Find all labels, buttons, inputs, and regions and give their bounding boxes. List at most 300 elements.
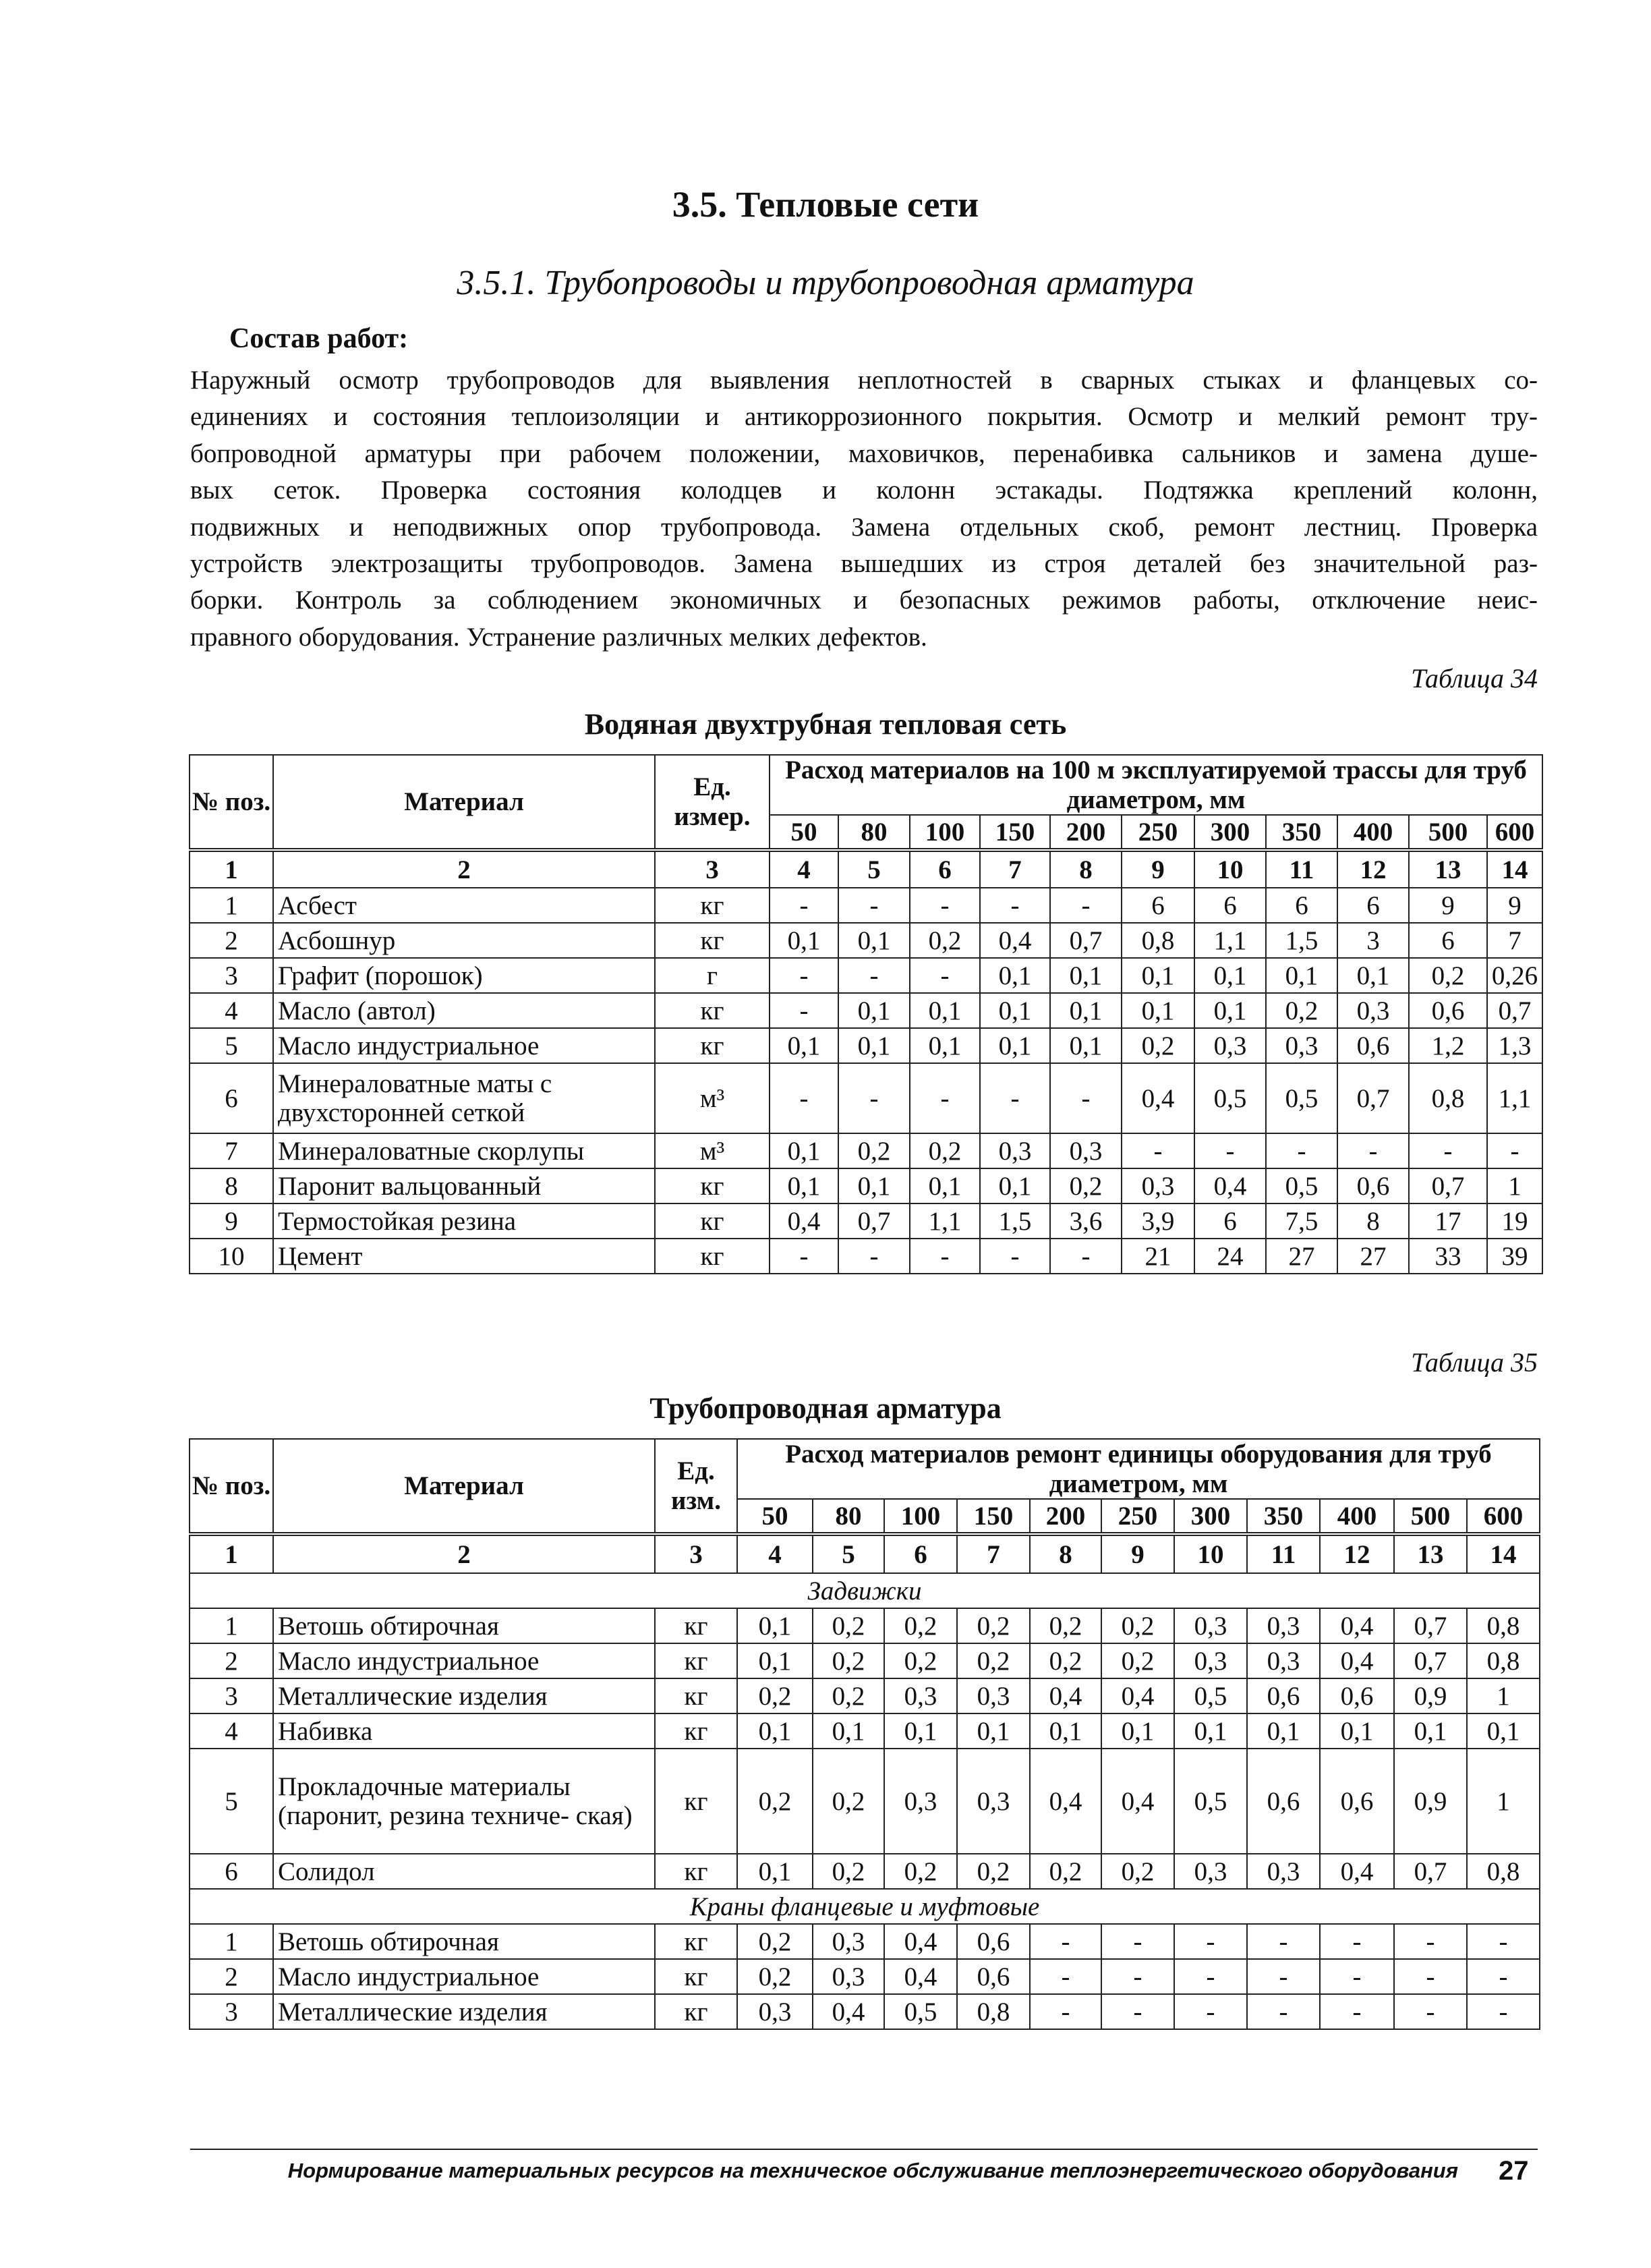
row-value: 0,1 — [813, 1713, 884, 1749]
row-value: 0,7 — [838, 1203, 910, 1239]
row-unit: кг — [655, 1203, 770, 1239]
row-value: 0,7 — [1394, 1854, 1467, 1889]
header-cell: 600 — [1467, 1499, 1540, 1534]
table-row — [190, 1608, 1540, 1643]
header-cell: 4 — [737, 1534, 813, 1573]
row-value: - — [770, 1063, 838, 1133]
row-value: 0,2 — [813, 1854, 884, 1889]
row-value: - — [770, 958, 838, 993]
row-value: - — [1050, 888, 1122, 923]
table-row — [190, 993, 1542, 1028]
header-cell: 80 — [838, 815, 910, 850]
header-cell: 350 — [1247, 1499, 1320, 1534]
row-value: 0,2 — [884, 1608, 957, 1643]
row-value: 0,1 — [838, 923, 910, 958]
row-value: - — [910, 958, 980, 993]
row-value: 0,2 — [1030, 1643, 1101, 1678]
header-consumption-group: Расход материалов на 100 м эксплуатируемой трассы для труб диаметром, мм — [770, 755, 1542, 815]
row-value: - — [1122, 1133, 1194, 1168]
row-pos: 1 — [190, 1924, 273, 1959]
row-value: 0,9 — [1394, 1678, 1467, 1713]
row-material: Минераловатные маты с двухсторонней сеткой — [273, 1063, 655, 1133]
header-cell: 8 — [1050, 850, 1122, 888]
row-value: - — [1030, 1924, 1101, 1959]
row-value: - — [770, 1239, 838, 1274]
header-cell: 7 — [980, 850, 1050, 888]
header-cell: 200 — [1050, 815, 1122, 850]
row-value: 0,9 — [1394, 1749, 1467, 1854]
row-value: - — [1394, 1959, 1467, 1994]
row-value: - — [910, 888, 980, 923]
row-value: - — [980, 888, 1050, 923]
row-value: 0,2 — [1101, 1643, 1174, 1678]
row-value: 9 — [1487, 888, 1542, 923]
row-value: 0,1 — [1247, 1713, 1320, 1749]
table-row — [190, 1203, 1542, 1239]
row-value: 0,5 — [1266, 1168, 1337, 1203]
row-material: Термостойкая резина — [273, 1203, 655, 1239]
row-material: Графит (порошок) — [273, 958, 655, 993]
row-value: 0,2 — [737, 1678, 813, 1713]
row-value: 0,4 — [1320, 1608, 1394, 1643]
row-value: 0,5 — [1174, 1678, 1247, 1713]
row-value: 0,2 — [1101, 1854, 1174, 1889]
row-value: 0,1 — [980, 1028, 1050, 1063]
row-unit: м³ — [655, 1133, 770, 1168]
row-value: 21 — [1122, 1239, 1194, 1274]
row-value: 0,4 — [884, 1959, 957, 1994]
row-value: 0,8 — [1122, 923, 1194, 958]
row-value: 0,3 — [1247, 1854, 1320, 1889]
header-pos: № поз. — [190, 755, 273, 850]
header-cell: 10 — [1174, 1534, 1247, 1573]
header-cell: 200 — [1030, 1499, 1101, 1534]
row-value: 0,2 — [910, 923, 980, 958]
row-value: 0,2 — [737, 1924, 813, 1959]
row-value: - — [1050, 1239, 1122, 1274]
row-value: 0,4 — [813, 1994, 884, 2029]
row-value: - — [770, 993, 838, 1028]
row-value: - — [1174, 1959, 1247, 1994]
row-unit: кг — [655, 1713, 737, 1749]
row-unit: кг — [655, 1994, 737, 2029]
header-unit: Ед. изм. — [655, 1439, 737, 1534]
row-material: Ветошь обтирочная — [273, 1608, 655, 1643]
paragraph-line: правного оборудования. Устранение различных мелких дефектов. — [190, 622, 927, 652]
header-cell: 6 — [884, 1534, 957, 1573]
row-value: 6 — [1409, 923, 1487, 958]
row-value: 0,4 — [1030, 1749, 1101, 1854]
row-value: - — [838, 958, 910, 993]
row-pos: 8 — [190, 1168, 273, 1203]
row-value: 0,1 — [884, 1713, 957, 1749]
row-value: - — [770, 888, 838, 923]
row-value: 6 — [1266, 888, 1337, 923]
header-cell: 400 — [1320, 1499, 1394, 1534]
work-description-paragraph — [190, 362, 1538, 656]
header-cell: 300 — [1194, 815, 1266, 850]
row-pos: 2 — [190, 1643, 273, 1678]
row-unit: г — [655, 958, 770, 993]
row-pos: 4 — [190, 1713, 273, 1749]
row-pos: 7 — [190, 1133, 273, 1168]
header-cell: 10 — [1194, 850, 1266, 888]
row-value: 0,6 — [957, 1924, 1030, 1959]
row-value: - — [1467, 1959, 1540, 1994]
row-unit: кг — [655, 1678, 737, 1713]
row-value: - — [1394, 1994, 1467, 2029]
paragraph-line: единениях и состояния теплоизоляции и антикоррозионного покрытия. Осмотр и мелкий ремонт тру- — [190, 402, 1538, 432]
row-value: 3,9 — [1122, 1203, 1194, 1239]
row-material: Минераловатные скорлупы — [273, 1133, 655, 1168]
row-value: 7,5 — [1266, 1203, 1337, 1239]
row-value: 0,3 — [884, 1749, 957, 1854]
row-value: - — [1247, 1959, 1320, 1994]
header-pos: № поз. — [190, 1439, 273, 1534]
row-material: Цемент — [273, 1239, 655, 1274]
row-value: 0,2 — [884, 1643, 957, 1678]
row-value: 0,1 — [1320, 1713, 1394, 1749]
row-value: - — [1101, 1959, 1174, 1994]
row-value: 1,5 — [980, 1203, 1050, 1239]
header-cell: 13 — [1394, 1534, 1467, 1573]
row-material: Металлические изделия — [273, 1994, 655, 2029]
row-value: 6 — [1337, 888, 1409, 923]
header-unit: Ед. измер. — [655, 755, 770, 850]
row-value: 19 — [1487, 1203, 1542, 1239]
row-value: 6 — [1122, 888, 1194, 923]
row-value: 0,8 — [957, 1994, 1030, 2029]
row-value: 7 — [1487, 923, 1542, 958]
row-value: 0,1 — [737, 1608, 813, 1643]
row-value: 0,1 — [1337, 958, 1409, 993]
row-material: Масло индустриальное — [273, 1643, 655, 1678]
row-material: Паронит вальцованный — [273, 1168, 655, 1203]
table-row — [190, 923, 1542, 958]
row-value: 0,3 — [1174, 1854, 1247, 1889]
row-value: 0,4 — [770, 1203, 838, 1239]
row-value: - — [838, 1063, 910, 1133]
header-cell: 9 — [1122, 850, 1194, 888]
row-value: 0,3 — [1174, 1643, 1247, 1678]
row-value: 0,2 — [957, 1643, 1030, 1678]
paragraph-line: вых сеток. Проверка состояния колодцев и колонн эстакады. Подтяжка креплений колонн, — [190, 476, 1538, 505]
row-value: 0,2 — [813, 1643, 884, 1678]
table-row — [190, 1713, 1540, 1749]
row-value: 33 — [1409, 1239, 1487, 1274]
row-value: 0,4 — [1122, 1063, 1194, 1133]
header-cell: 11 — [1247, 1534, 1320, 1573]
row-value: 0,1 — [737, 1713, 813, 1749]
header-cell: 8 — [1030, 1534, 1101, 1573]
row-value: 27 — [1266, 1239, 1337, 1274]
header-cell: 5 — [838, 850, 910, 888]
row-value: - — [1030, 1959, 1101, 1994]
row-value: 0,2 — [1122, 1028, 1194, 1063]
row-value: 1,2 — [1409, 1028, 1487, 1063]
table-row — [190, 1168, 1542, 1203]
row-unit: м³ — [655, 1063, 770, 1133]
row-value: 0,1 — [838, 1028, 910, 1063]
section-title: 3.5. Тепловые сети — [672, 184, 979, 225]
row-unit: кг — [655, 1168, 770, 1203]
table-35 — [189, 1438, 1540, 2030]
header-consumption-group: Расход материалов ремонт единицы оборудования для труб диаметром, мм — [737, 1439, 1540, 1499]
row-value: 0,3 — [813, 1924, 884, 1959]
row-value: - — [1337, 1133, 1409, 1168]
row-pos: 10 — [190, 1239, 273, 1274]
table-row — [190, 1239, 1542, 1274]
row-value: - — [1394, 1924, 1467, 1959]
row-value: 0,7 — [1394, 1643, 1467, 1678]
paragraph-line: Наружный осмотр трубопроводов для выявления неплотностей в сварных стыках и фланцевых со- — [190, 366, 1538, 395]
row-value: 0,2 — [838, 1133, 910, 1168]
row-value: 9 — [1409, 888, 1487, 923]
header-cell: 500 — [1409, 815, 1487, 850]
row-unit: кг — [655, 1924, 737, 1959]
row-pos: 1 — [190, 1608, 273, 1643]
header-cell: 50 — [770, 815, 838, 850]
row-value: 0,3 — [1122, 1168, 1194, 1203]
row-value: 0,26 — [1487, 958, 1542, 993]
row-value: 0,6 — [957, 1959, 1030, 1994]
row-value: 1,1 — [1194, 923, 1266, 958]
table-34 — [189, 754, 1543, 1274]
row-value: - — [1174, 1994, 1247, 2029]
row-value: - — [980, 1239, 1050, 1274]
row-value: 1,3 — [1487, 1028, 1542, 1063]
row-material: Прокладочные материалы (паронит, резина техниче- ская) — [273, 1749, 655, 1854]
table-row — [190, 1994, 1540, 2029]
row-value: 0,2 — [884, 1854, 957, 1889]
header-cell: 250 — [1101, 1499, 1174, 1534]
row-value: 0,2 — [910, 1133, 980, 1168]
row-material: Металлические изделия — [273, 1678, 655, 1713]
header-cell: 400 — [1337, 815, 1409, 850]
table-row — [190, 1749, 1540, 1854]
row-value: - — [1467, 1994, 1540, 2029]
header-cell: 11 — [1266, 850, 1337, 888]
row-value: 0,1 — [1174, 1713, 1247, 1749]
table-row — [190, 958, 1542, 993]
row-material: Асбест — [273, 888, 655, 923]
row-value: 0,6 — [1320, 1749, 1394, 1854]
row-value: 0,1 — [1122, 958, 1194, 993]
row-value: 0,2 — [1409, 958, 1487, 993]
row-value: 0,7 — [1050, 923, 1122, 958]
row-value: 0,1 — [1050, 1028, 1122, 1063]
header-cell: 80 — [813, 1499, 884, 1534]
row-value: - — [838, 888, 910, 923]
row-value: - — [910, 1063, 980, 1133]
row-value: 0,3 — [1247, 1643, 1320, 1678]
row-value: 0,2 — [813, 1608, 884, 1643]
header-cell: 12 — [1320, 1534, 1394, 1573]
row-value: 0,3 — [1337, 993, 1409, 1028]
header-cell: 1 — [190, 850, 273, 888]
row-value: 0,6 — [1320, 1678, 1394, 1713]
row-value: 0,3 — [813, 1959, 884, 1994]
row-material: Солидол — [273, 1854, 655, 1889]
row-value: 0,4 — [1101, 1678, 1174, 1713]
row-value: 1 — [1467, 1749, 1540, 1854]
row-value: 0,5 — [1266, 1063, 1337, 1133]
header-cell: 2 — [273, 850, 655, 888]
row-value: 0,1 — [737, 1854, 813, 1889]
row-value: 0,1 — [1030, 1713, 1101, 1749]
row-value: 0,8 — [1467, 1854, 1540, 1889]
header-cell: 3 — [655, 1534, 737, 1573]
row-value: 0,3 — [957, 1749, 1030, 1854]
header-cell: 600 — [1487, 815, 1542, 850]
header-cell: 5 — [813, 1534, 884, 1573]
row-material: Ветошь обтирочная — [273, 1924, 655, 1959]
row-value: 0,6 — [1247, 1678, 1320, 1713]
row-pos: 1 — [190, 888, 273, 923]
row-value: 0,1 — [910, 1028, 980, 1063]
row-value: - — [1174, 1924, 1247, 1959]
row-pos: 3 — [190, 1678, 273, 1713]
row-material: Набивка — [273, 1713, 655, 1749]
row-value: 0,2 — [813, 1678, 884, 1713]
row-value: 0,1 — [1122, 993, 1194, 1028]
row-value: 17 — [1409, 1203, 1487, 1239]
row-value: 0,8 — [1467, 1643, 1540, 1678]
table-row — [190, 1678, 1540, 1713]
row-value: 0,1 — [1050, 993, 1122, 1028]
row-unit: кг — [655, 1608, 737, 1643]
row-value: 0,6 — [1337, 1168, 1409, 1203]
header-cell: 7 — [957, 1534, 1030, 1573]
row-value: 39 — [1487, 1239, 1542, 1274]
row-pos: 3 — [190, 1994, 273, 2029]
header-cell: 14 — [1467, 1534, 1540, 1573]
row-value: 0,8 — [1467, 1608, 1540, 1643]
header-cell: 100 — [910, 815, 980, 850]
paragraph-line: подвижных и неподвижных опор трубопровода. Замена отдельных скоб, ремонт лестниц. Проверка — [190, 512, 1538, 542]
row-value: 0,2 — [1030, 1854, 1101, 1889]
row-value: - — [1487, 1133, 1542, 1168]
row-unit: кг — [655, 1854, 737, 1889]
table-row — [190, 1924, 1540, 1959]
row-value: 3,6 — [1050, 1203, 1122, 1239]
row-value: - — [1320, 1924, 1394, 1959]
table-row — [190, 1854, 1540, 1889]
row-value: 0,1 — [1266, 958, 1337, 993]
paragraph-line: устройств электрозащиты трубопроводов. Замена вышедших из строя деталей без значительной раз- — [190, 548, 1538, 578]
row-value: - — [1320, 1994, 1394, 2029]
row-unit: кг — [655, 888, 770, 923]
row-value: - — [1409, 1133, 1487, 1168]
table-row — [190, 1133, 1542, 1168]
section-valves: Задвижки — [190, 1573, 1540, 1608]
row-value: 0,7 — [1487, 993, 1542, 1028]
row-value: 0,1 — [910, 993, 980, 1028]
header-cell: 100 — [884, 1499, 957, 1534]
row-value: 0,5 — [1174, 1749, 1247, 1854]
table-35-title: Трубопроводная арматура — [649, 1392, 1002, 1425]
row-value: 0,1 — [770, 1133, 838, 1168]
row-value: 0,3 — [980, 1133, 1050, 1168]
header-material: Материал — [273, 1439, 655, 1534]
row-value: 0,6 — [1247, 1749, 1320, 1854]
row-value: - — [1247, 1994, 1320, 2029]
row-value: - — [1050, 1063, 1122, 1133]
row-value: 0,1 — [1194, 993, 1266, 1028]
row-value: 1,1 — [1487, 1063, 1542, 1133]
row-value: - — [1030, 1994, 1101, 2029]
row-value: 0,3 — [957, 1678, 1030, 1713]
footer-title: Нормирование материальных ресурсов на техническое обслуживание теплоэнергетического оборудования — [287, 2159, 1458, 2182]
section-cocks: Краны фланцевые и муфтовые — [190, 1889, 1540, 1924]
header-cell: 14 — [1487, 850, 1542, 888]
row-value: - — [838, 1239, 910, 1274]
header-cell: 9 — [1101, 1534, 1174, 1573]
row-pos: 2 — [190, 923, 273, 958]
row-value: 0,2 — [1030, 1608, 1101, 1643]
header-cell: 350 — [1266, 815, 1337, 850]
row-pos: 6 — [190, 1854, 273, 1889]
row-value: 0,2 — [1101, 1608, 1174, 1643]
row-value: 24 — [1194, 1239, 1266, 1274]
row-value: 0,1 — [737, 1643, 813, 1678]
header-material: Материал — [273, 755, 655, 850]
row-value: 0,1 — [980, 993, 1050, 1028]
row-value: 0,3 — [1266, 1028, 1337, 1063]
paragraph-line: борки. Контроль за соблюдением экономичных и безопасных режимов работы, отключение неис- — [190, 586, 1538, 615]
row-pos: 3 — [190, 958, 273, 993]
row-unit: кг — [655, 993, 770, 1028]
header-cell: 6 — [910, 850, 980, 888]
row-value: 0,1 — [770, 1028, 838, 1063]
row-value: 1,5 — [1266, 923, 1337, 958]
row-value: 0,7 — [1337, 1063, 1409, 1133]
row-value: 0,4 — [1320, 1643, 1394, 1678]
row-value: 0,1 — [838, 993, 910, 1028]
row-value: 0,8 — [1409, 1063, 1487, 1133]
row-value: 0,6 — [1409, 993, 1487, 1028]
row-unit: кг — [655, 1239, 770, 1274]
row-unit: кг — [655, 1959, 737, 1994]
row-value: - — [1320, 1959, 1394, 1994]
row-value: 0,1 — [1194, 958, 1266, 993]
header-cell: 50 — [737, 1499, 813, 1534]
row-value: 0,1 — [1394, 1713, 1467, 1749]
row-value: 0,2 — [1050, 1168, 1122, 1203]
footer-rule — [190, 2149, 1538, 2150]
row-value: 3 — [1337, 923, 1409, 958]
paragraph-line: бопроводной арматуры при рабочем положении, маховичков, перенабивка сальников и замена душе- — [190, 438, 1538, 468]
row-value: 27 — [1337, 1239, 1409, 1274]
row-value: 0,2 — [813, 1749, 884, 1854]
row-value: 0,5 — [1194, 1063, 1266, 1133]
header-cell: 12 — [1337, 850, 1409, 888]
column-numbers-row — [190, 850, 1542, 888]
table-row — [190, 1063, 1542, 1133]
subsection-title: 3.5.1. Трубопроводы и трубопроводная арматура — [457, 264, 1194, 302]
row-value: 0,3 — [1174, 1608, 1247, 1643]
row-pos: 5 — [190, 1028, 273, 1063]
row-value: 8 — [1337, 1203, 1409, 1239]
row-value: 0,1 — [770, 923, 838, 958]
row-value: - — [1101, 1994, 1174, 2029]
table-row — [190, 1028, 1542, 1063]
row-value: 0,3 — [1247, 1608, 1320, 1643]
row-value: 0,4 — [1030, 1678, 1101, 1713]
row-value: 1,1 — [910, 1203, 980, 1239]
header-cell: 150 — [957, 1499, 1030, 1534]
row-unit: кг — [655, 1749, 737, 1854]
